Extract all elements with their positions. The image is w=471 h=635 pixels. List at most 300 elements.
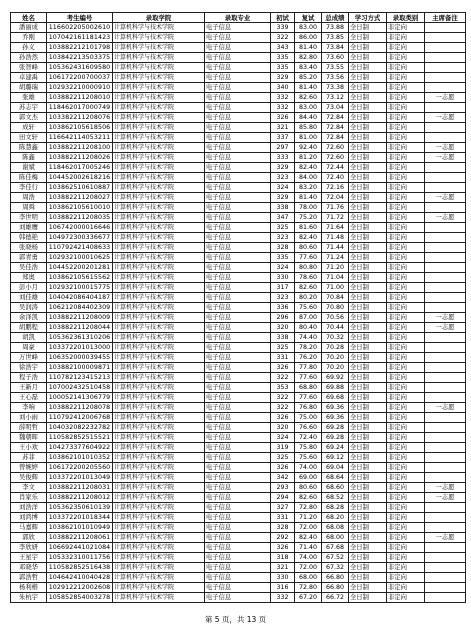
cell-retest-score: 81.60: [295, 223, 322, 233]
cell-college: 计算机科学与技术学院: [113, 523, 205, 533]
cell-study-mode: 全日制: [349, 153, 387, 163]
cell-remarks: [425, 203, 466, 213]
table-row: [11, 163, 466, 173]
cell-remarks: [425, 413, 466, 423]
cell-name: 张雄: [11, 93, 47, 103]
cell-remarks: [425, 53, 466, 63]
cell-admission-type: 非定向: [387, 333, 425, 343]
cell-prelim-score: 322: [271, 33, 295, 43]
cell-major: 电子信息: [205, 393, 271, 403]
cell-prelim-score: 337: [271, 133, 295, 143]
cell-remarks: [425, 243, 466, 253]
cell-name: 张晓杨: [11, 243, 47, 253]
cell-exam-number: 103882211208078: [47, 403, 113, 413]
table-row: [11, 213, 466, 223]
cell-admission-type: 非定向: [387, 293, 425, 303]
cell-total-score: 72.60: [322, 143, 349, 153]
cell-name: 肖家乐: [11, 493, 47, 503]
table-row: [11, 53, 466, 63]
cell-total-score: 69.28: [322, 423, 349, 433]
cell-study-mode: 全日制: [349, 423, 387, 433]
header-prelim-score: 初试: [271, 13, 295, 23]
cell-exam-number: 103372201013049: [47, 473, 113, 483]
cell-name: 乔刚: [11, 33, 47, 43]
cell-name: 李响: [11, 403, 47, 413]
cell-name: 周舜: [11, 203, 47, 213]
cell-college: 计算机科学与技术学院: [113, 213, 205, 223]
cell-major: 电子信息: [205, 463, 271, 473]
cell-admission-type: 非定向: [387, 93, 425, 103]
cell-exam-number: 100052141306779: [47, 393, 113, 403]
cell-study-mode: 全日制: [349, 223, 387, 233]
cell-total-score: 70.44: [322, 323, 349, 333]
cell-total-score: 66.72: [322, 593, 349, 603]
cell-study-mode: 全日制: [349, 173, 387, 183]
cell-major: 电子信息: [205, 133, 271, 143]
cell-remarks: [425, 583, 466, 593]
cell-total-score: 72.40: [322, 173, 349, 183]
cell-remarks: [425, 233, 466, 243]
cell-name: 谢斌: [11, 163, 47, 173]
cell-college: 计算机科学与技术学院: [113, 543, 205, 553]
table-row: [11, 553, 466, 563]
cell-major: 电子信息: [205, 273, 271, 283]
cell-retest-score: 78.00: [295, 203, 322, 213]
cell-college: 计算机科学与技术学院: [113, 583, 205, 593]
cell-remarks: [425, 43, 466, 53]
cell-study-mode: 全日制: [349, 463, 387, 473]
cell-study-mode: 全日制: [349, 593, 387, 603]
cell-total-score: 72.16: [322, 183, 349, 193]
cell-college: 计算机科学与技术学院: [113, 413, 205, 423]
table-row: [11, 223, 466, 233]
cell-total-score: 70.32: [322, 333, 349, 343]
cell-college: 计算机科学与技术学院: [113, 143, 205, 153]
cell-retest-score: 80.60: [295, 243, 322, 253]
cell-remarks: 一志愿: [425, 193, 466, 203]
cell-major: 电子信息: [205, 563, 271, 573]
cell-study-mode: 全日制: [349, 333, 387, 343]
cell-name: 周豪: [11, 343, 47, 353]
cell-study-mode: 全日制: [349, 293, 387, 303]
table-row: [11, 463, 466, 473]
cell-admission-type: 非定向: [387, 523, 425, 533]
cell-study-mode: 全日制: [349, 133, 387, 143]
admission-table: [10, 12, 466, 603]
cell-prelim-score: 332: [271, 93, 295, 103]
cell-college: 计算机科学与技术学院: [113, 93, 205, 103]
cell-exam-number: 116642114053211: [47, 133, 113, 143]
cell-study-mode: 全日制: [349, 373, 387, 383]
cell-total-score: 71.64: [322, 223, 349, 233]
cell-study-mode: 全日制: [349, 143, 387, 153]
cell-retest-score: 77.60: [295, 393, 322, 403]
cell-remarks: [425, 363, 466, 373]
cell-admission-type: 非定向: [387, 373, 425, 383]
cell-study-mode: 全日制: [349, 203, 387, 213]
cell-remarks: [425, 433, 466, 443]
table-row: [11, 83, 466, 93]
cell-prelim-score: 322: [271, 393, 295, 403]
cell-study-mode: 全日制: [349, 453, 387, 463]
cell-retest-score: 83.20: [295, 183, 322, 193]
cell-major: 电子信息: [205, 163, 271, 173]
cell-total-score: 70.80: [322, 303, 349, 313]
cell-admission-type: 非定向: [387, 593, 425, 603]
cell-remarks: [425, 173, 466, 183]
cell-admission-type: 非定向: [387, 413, 425, 423]
cell-retest-score: 80.20: [295, 293, 322, 303]
cell-remarks: [425, 523, 466, 533]
cell-name: 吴润涛: [11, 303, 47, 313]
cell-prelim-score: 320: [271, 323, 295, 333]
cell-retest-score: 67.20: [295, 593, 322, 603]
cell-admission-type: 非定向: [387, 263, 425, 273]
cell-retest-score: 82.60: [295, 93, 322, 103]
table-row: [11, 63, 466, 73]
cell-retest-score: 77.60: [295, 253, 322, 263]
table-row: [11, 573, 466, 583]
cell-admission-type: 非定向: [387, 113, 425, 123]
cell-remarks: [425, 123, 466, 133]
cell-admission-type: 非定向: [387, 63, 425, 73]
cell-major: 电子信息: [205, 593, 271, 603]
cell-college: 计算机科学与技术学院: [113, 233, 205, 243]
cell-exam-number: 103882211208027: [47, 193, 113, 203]
cell-study-mode: 全日制: [349, 213, 387, 223]
cell-total-score: 66.80: [322, 573, 349, 583]
cell-exam-number: 118462017005246: [47, 163, 113, 173]
table-row: [11, 323, 466, 333]
cell-major: 电子信息: [205, 403, 271, 413]
cell-exam-number: 104642410040428: [47, 573, 113, 583]
cell-retest-score: 77.60: [295, 373, 322, 383]
cell-exam-number: 103372201018344: [47, 513, 113, 523]
cell-college: 计算机科学与技术学院: [113, 23, 205, 33]
cell-remarks: [425, 283, 466, 293]
cell-retest-score: 71.40: [295, 543, 322, 553]
table-row: [11, 23, 466, 33]
cell-total-score: 71.04: [322, 273, 349, 283]
table-row: [11, 563, 466, 573]
cell-name: 王心磊: [11, 393, 47, 403]
cell-study-mode: 全日制: [349, 473, 387, 483]
cell-name: 孙义: [11, 43, 47, 53]
cell-name: 陈慧鑫: [11, 143, 47, 153]
cell-name: 程子浩: [11, 373, 47, 383]
cell-exam-number: 107042161181423: [47, 33, 113, 43]
cell-admission-type: 非定向: [387, 243, 425, 253]
table-row: [11, 423, 466, 433]
cell-major: 电子信息: [205, 503, 271, 513]
cell-retest-score: 78.60: [295, 273, 322, 283]
cell-name: 卓建禹: [11, 73, 47, 83]
cell-prelim-score: 323: [271, 173, 295, 183]
cell-study-mode: 全日制: [349, 583, 387, 593]
cell-remarks: [425, 383, 466, 393]
cell-total-score: 71.72: [322, 213, 349, 223]
cell-total-score: 69.68: [322, 393, 349, 403]
cell-major: 电子信息: [205, 583, 271, 593]
cell-admission-type: 非定向: [387, 493, 425, 503]
cell-retest-score: 84.00: [295, 173, 322, 183]
cell-major: 电子信息: [205, 153, 271, 163]
header-exam-number: 考生编号: [47, 13, 113, 23]
cell-major: 电子信息: [205, 123, 271, 133]
cell-college: 计算机科学与技术学院: [113, 263, 205, 273]
cell-college: 计算机科学与技术学院: [113, 483, 205, 493]
cell-total-score: 71.44: [322, 243, 349, 253]
cell-name: 万世峰: [11, 353, 47, 363]
page-footer: 第 5 页，共 13 页: [204, 615, 267, 624]
header-name: 姓名: [11, 13, 47, 23]
table-row: [11, 123, 466, 133]
cell-name: 朱杭宇: [11, 593, 47, 603]
cell-major: 电子信息: [205, 313, 271, 323]
cell-college: 计算机科学与技术学院: [113, 463, 205, 473]
cell-retest-score: 82.60: [295, 493, 322, 503]
cell-total-score: 73.55: [322, 63, 349, 73]
cell-college: 计算机科学与技术学院: [113, 283, 205, 293]
cell-college: 计算机科学与技术学院: [113, 73, 205, 83]
cell-exam-number: 106742000016646: [47, 223, 113, 233]
cell-study-mode: 全日制: [349, 393, 387, 403]
cell-retest-score: 87.00: [295, 313, 322, 323]
table-row: [11, 193, 466, 203]
cell-prelim-score: 335: [271, 63, 295, 73]
cell-study-mode: 全日制: [349, 353, 387, 363]
cell-major: 电子信息: [205, 173, 271, 183]
cell-major: 电子信息: [205, 443, 271, 453]
cell-name: 薛明哲: [11, 423, 47, 433]
cell-admission-type: 非定向: [387, 123, 425, 133]
cell-total-score: 72.84: [322, 123, 349, 133]
table-row: [11, 363, 466, 373]
cell-name: 王小欢: [11, 443, 47, 453]
table-row: [11, 493, 466, 503]
cell-admission-type: 非定向: [387, 193, 425, 203]
cell-remarks: [425, 103, 466, 113]
cell-major: 电子信息: [205, 83, 271, 93]
cell-college: 计算机科学与技术学院: [113, 293, 205, 303]
cell-prelim-score: 335: [271, 253, 295, 263]
cell-exam-number: 107002432510458: [47, 383, 113, 393]
cell-admission-type: 非定向: [387, 443, 425, 453]
cell-retest-score: 81.40: [295, 43, 322, 53]
cell-admission-type: 非定向: [387, 423, 425, 433]
cell-prelim-score: 293: [271, 483, 295, 493]
table-row: [11, 543, 466, 553]
table-row: [11, 523, 466, 533]
cell-retest-score: 69.00: [295, 473, 322, 483]
cell-college: 计算机科学与技术学院: [113, 123, 205, 133]
cell-study-mode: 全日制: [349, 543, 387, 553]
cell-remarks: [425, 543, 466, 553]
cell-total-score: 73.85: [322, 33, 349, 43]
cell-prelim-score: 331: [271, 513, 295, 523]
cell-major: 电子信息: [205, 23, 271, 33]
cell-exam-number: 110792412006768: [47, 413, 113, 423]
cell-total-score: 72.84: [322, 133, 349, 143]
cell-prelim-score: 320: [271, 423, 295, 433]
admission-table-sheet: [10, 12, 465, 603]
cell-exam-number: 104452200201281: [47, 263, 113, 273]
cell-admission-type: 非定向: [387, 433, 425, 443]
cell-major: 电子信息: [205, 33, 271, 43]
cell-retest-score: 72.40: [295, 433, 322, 443]
cell-major: 电子信息: [205, 283, 271, 293]
table-row: [11, 263, 466, 273]
cell-study-mode: 全日制: [349, 313, 387, 323]
cell-name: 潘丽成: [11, 23, 47, 33]
cell-major: 电子信息: [205, 93, 271, 103]
cell-prelim-score: 347: [271, 213, 295, 223]
cell-remarks: 一志愿: [425, 93, 466, 103]
cell-remarks: [425, 553, 466, 563]
cell-major: 电子信息: [205, 53, 271, 63]
cell-name: 陈佳梅: [11, 173, 47, 183]
cell-study-mode: 全日制: [349, 253, 387, 263]
cell-major: 电子信息: [205, 213, 271, 223]
cell-total-score: 68.64: [322, 473, 349, 483]
cell-name: 李欣妍: [11, 543, 47, 553]
cell-remarks: 一志愿: [425, 403, 466, 413]
cell-remarks: [425, 273, 466, 283]
cell-study-mode: 全日制: [349, 483, 387, 493]
cell-study-mode: 全日制: [349, 273, 387, 283]
cell-remarks: [425, 473, 466, 483]
cell-retest-score: 81.20: [295, 153, 322, 163]
cell-major: 电子信息: [205, 183, 271, 193]
cell-name: 张智峰: [11, 63, 47, 73]
cell-exam-number: 103862105610010: [47, 203, 113, 213]
cell-major: 电子信息: [205, 253, 271, 263]
table-row: [11, 273, 466, 283]
cell-prelim-score: 321: [271, 123, 295, 133]
cell-retest-score: 72.80: [295, 503, 322, 513]
cell-admission-type: 非定向: [387, 203, 425, 213]
cell-prelim-score: 339: [271, 23, 295, 33]
cell-exam-number: 104273377604922: [47, 443, 113, 453]
cell-college: 计算机科学与技术学院: [113, 33, 205, 43]
cell-name: 曾婉婷: [11, 463, 47, 473]
table-row: [11, 593, 466, 603]
cell-retest-score: 72.00: [295, 563, 322, 573]
cell-name: 李文: [11, 483, 47, 493]
cell-remarks: [425, 573, 466, 583]
cell-remarks: [425, 183, 466, 193]
cell-remarks: 一志愿: [425, 323, 466, 333]
cell-study-mode: 全日制: [349, 553, 387, 563]
cell-remarks: [425, 73, 466, 83]
cell-college: 计算机科学与技术学院: [113, 53, 205, 63]
cell-exam-number: 110782123415213: [47, 373, 113, 383]
cell-prelim-score: 326: [271, 413, 295, 423]
cell-prelim-score: 294: [271, 493, 295, 503]
cell-prelim-score: 318: [271, 553, 295, 563]
cell-prelim-score: 325: [271, 343, 295, 353]
header-admission-type: 录取类别: [387, 13, 425, 23]
cell-study-mode: 全日制: [349, 533, 387, 543]
cell-remarks: [425, 563, 466, 573]
cell-retest-score: 75.00: [295, 413, 322, 423]
cell-exam-number: 103882211208044: [47, 323, 113, 333]
cell-total-score: 69.36: [322, 413, 349, 423]
cell-retest-score: 81.40: [295, 83, 322, 93]
cell-college: 计算机科学与技术学院: [113, 533, 205, 543]
cell-exam-number: 106172200700037: [47, 73, 113, 83]
cell-retest-score: 68.00: [295, 573, 322, 583]
cell-total-score: 68.20: [322, 513, 349, 523]
header-study-mode: 学习方式: [349, 13, 387, 23]
cell-admission-type: 非定向: [387, 453, 425, 463]
cell-name: 成轩: [11, 123, 47, 133]
cell-admission-type: 非定向: [387, 513, 425, 523]
cell-name: 吴俊辉: [11, 473, 47, 483]
cell-study-mode: 全日制: [349, 433, 387, 443]
cell-admission-type: 非定向: [387, 543, 425, 553]
cell-study-mode: 全日制: [349, 233, 387, 243]
cell-name: 胡凯: [11, 333, 47, 343]
cell-college: 计算机科学与技术学院: [113, 493, 205, 503]
cell-name: 苏菲: [11, 453, 47, 463]
cell-total-score: 70.84: [322, 293, 349, 303]
cell-name: 孙浩然: [11, 53, 47, 63]
cell-exam-number: 105852854003278: [47, 593, 113, 603]
cell-study-mode: 全日制: [349, 263, 387, 273]
cell-admission-type: 非定向: [387, 53, 425, 63]
cell-college: 计算机科学与技术学院: [113, 333, 205, 343]
table-row: [11, 243, 466, 253]
cell-major: 电子信息: [205, 493, 271, 503]
cell-name: 刘鸿博: [11, 513, 47, 523]
cell-name: 郭浩哲: [11, 573, 47, 583]
cell-major: 电子信息: [205, 473, 271, 483]
cell-name: 马嘉辉: [11, 523, 47, 533]
cell-major: 电子信息: [205, 193, 271, 203]
cell-study-mode: 全日制: [349, 63, 387, 73]
cell-total-score: 68.00: [322, 533, 349, 543]
cell-college: 计算机科学与技术学院: [113, 563, 205, 573]
cell-admission-type: 非定向: [387, 583, 425, 593]
cell-retest-score: 71.20: [295, 513, 322, 523]
cell-prelim-score: 326: [271, 363, 295, 373]
cell-exam-number: 103842213503375: [47, 53, 113, 63]
cell-admission-type: 非定向: [387, 233, 425, 243]
table-row: [11, 383, 466, 393]
cell-retest-score: 83.00: [295, 23, 322, 33]
cell-remarks: [425, 163, 466, 173]
cell-total-score: 68.52: [322, 493, 349, 503]
cell-prelim-score: 328: [271, 523, 295, 533]
cell-name: 刘雄鹰: [11, 223, 47, 233]
cell-major: 电子信息: [205, 353, 271, 363]
cell-exam-number: 103862510610887: [47, 183, 113, 193]
cell-remarks: [425, 23, 466, 33]
cell-college: 计算机科学与技术学院: [113, 113, 205, 123]
cell-major: 电子信息: [205, 113, 271, 123]
cell-major: 电子信息: [205, 543, 271, 553]
cell-remarks: [425, 133, 466, 143]
table-row: [11, 133, 466, 143]
table-row: [11, 443, 466, 453]
cell-total-score: 73.38: [322, 83, 349, 93]
cell-exam-number: 103882212101798: [47, 43, 113, 53]
cell-name: 彭小月: [11, 283, 47, 293]
cell-major: 电子信息: [205, 383, 271, 393]
cell-major: 电子信息: [205, 413, 271, 423]
table-row: [11, 113, 466, 123]
